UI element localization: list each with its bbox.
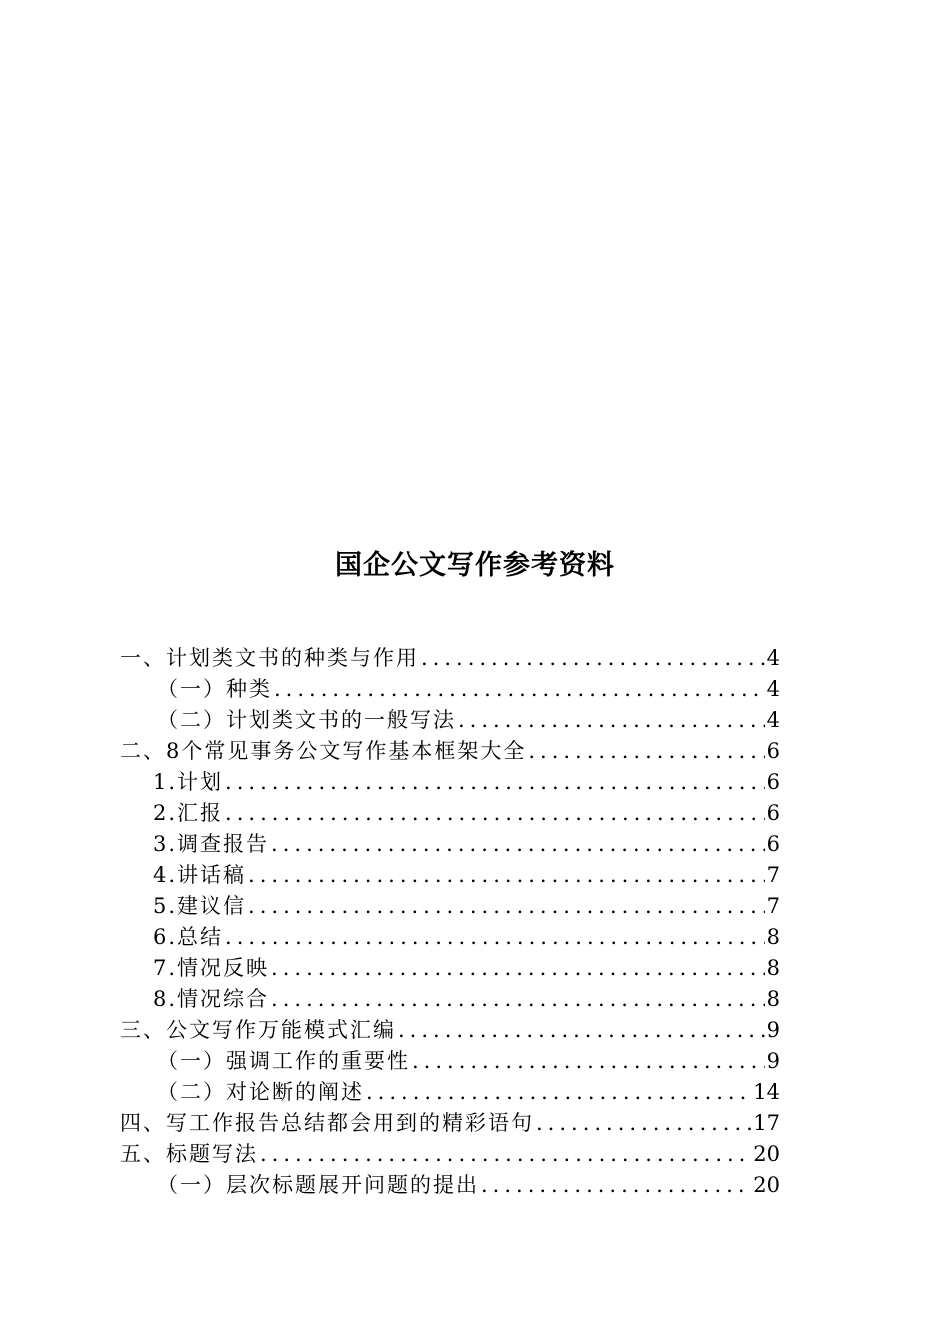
toc-leader-dots	[260, 1139, 751, 1170]
toc-entry-page: 6	[766, 801, 780, 825]
toc-entry[interactable]	[120, 1077, 780, 1108]
toc-entry-label: 8.情况综合	[153, 987, 270, 1011]
toc-entry-page: 8	[766, 987, 780, 1011]
toc-entry[interactable]	[120, 767, 780, 798]
toc-entry-label: 四、写工作报告总结都会用到的精彩语句	[120, 1111, 534, 1135]
toc-entry[interactable]	[120, 953, 780, 984]
toc-entry[interactable]	[120, 1046, 780, 1077]
toc-entry-label: （一）强调工作的重要性	[157, 1049, 410, 1073]
toc-leader-dots	[225, 767, 765, 798]
toc-entry[interactable]	[120, 984, 780, 1015]
toc-leader-dots	[421, 643, 765, 674]
toc-entry-label: 1.计划	[153, 770, 224, 794]
toc-entry-label: 五、标题写法	[120, 1142, 258, 1166]
toc-leader-dots	[225, 798, 765, 829]
toc-entry-page: 7	[766, 894, 780, 918]
toc-entry-label: （一）种类	[157, 677, 272, 701]
toc-entry-page: 6	[766, 832, 780, 856]
toc-entry-label: 6.总结	[153, 925, 224, 949]
toc-leader-dots	[458, 705, 765, 736]
toc-entry-page: 9	[766, 1049, 780, 1073]
toc-leader-dots	[225, 922, 765, 953]
toc-leader-dots	[271, 953, 765, 984]
toc-entry-label: 5.建议信	[153, 894, 247, 918]
toc-entry-label: 二、8个常见事务公文写作基本框架大全	[120, 739, 527, 763]
toc-entry-page: 20	[753, 1173, 780, 1197]
toc-entry-page: 6	[766, 770, 780, 794]
toc-entry-label: 3.调查报告	[153, 832, 270, 856]
toc-entry-page: 7	[766, 863, 780, 887]
toc-leader-dots	[412, 1046, 765, 1077]
toc-entry-page: 6	[766, 739, 780, 763]
toc-entry[interactable]	[120, 922, 780, 953]
toc-entry-label: （一）层次标题展开问题的提出	[157, 1173, 479, 1197]
toc-entry[interactable]	[120, 674, 780, 705]
toc-entry-page: 8	[766, 956, 780, 980]
toc-entry[interactable]	[120, 1139, 780, 1170]
toc-leader-dots	[274, 674, 765, 705]
toc-leader-dots	[398, 1015, 765, 1046]
toc-entry-label: 三、公文写作万能模式汇编	[120, 1018, 396, 1042]
toc-entry-page: 4	[766, 677, 780, 701]
toc-entry-label: 一、计划类文书的种类与作用	[120, 646, 419, 670]
toc-entry-page: 4	[766, 646, 780, 670]
toc-entry-page: 14	[753, 1080, 780, 1104]
toc-entry-label: （二）对论断的阐述	[157, 1080, 364, 1104]
document-title: 国企公文写作参考资料	[335, 550, 615, 581]
toc-leader-dots	[248, 860, 765, 891]
toc-leader-dots	[481, 1170, 751, 1201]
toc-entry[interactable]	[120, 798, 780, 829]
toc-entry[interactable]	[120, 1170, 780, 1201]
toc-entry[interactable]	[120, 1108, 780, 1139]
toc-entry[interactable]	[120, 643, 780, 674]
toc-leader-dots	[528, 736, 764, 767]
toc-entry-label: （二）计划类文书的一般写法	[157, 708, 456, 732]
toc-leader-dots	[366, 1077, 751, 1108]
toc-entry[interactable]	[120, 860, 780, 891]
toc-leader-dots	[536, 1108, 751, 1139]
toc-entry-label: 4.讲话稿	[153, 863, 247, 887]
toc-leader-dots	[271, 829, 765, 860]
toc-entry[interactable]	[120, 705, 780, 736]
toc-entry-label: 7.情况反映	[153, 956, 270, 980]
toc-entry[interactable]	[120, 1015, 780, 1046]
toc-entry-page: 17	[753, 1111, 780, 1135]
toc-entry-page: 8	[766, 925, 780, 949]
toc-entry-label: 2.汇报	[153, 801, 224, 825]
toc-entry[interactable]	[120, 736, 780, 767]
toc-leader-dots	[248, 891, 765, 922]
toc-leader-dots	[271, 984, 765, 1015]
toc-entry[interactable]	[120, 891, 780, 922]
toc-entry-page: 4	[766, 708, 780, 732]
table-of-contents	[120, 643, 780, 1201]
toc-entry-page: 20	[753, 1142, 780, 1166]
toc-entry[interactable]	[120, 829, 780, 860]
toc-entry-page: 9	[766, 1018, 780, 1042]
